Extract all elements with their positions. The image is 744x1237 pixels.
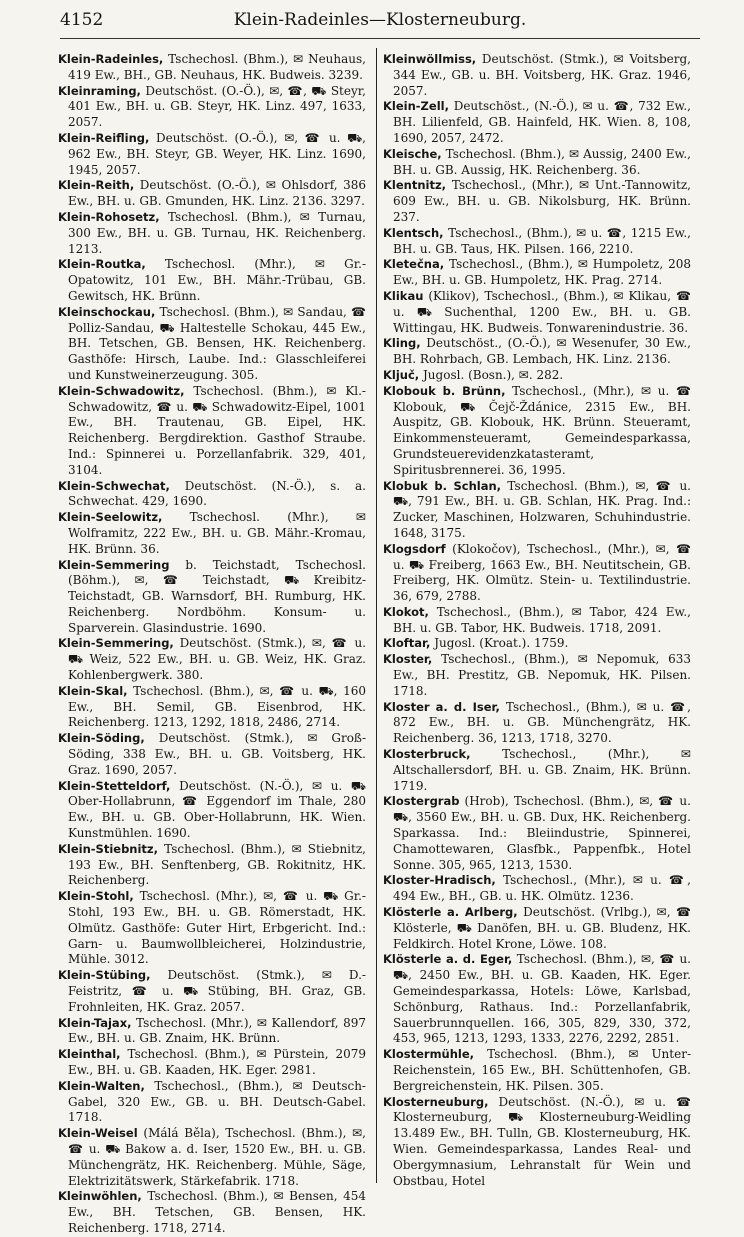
gazetteer-entry [58,636,366,683]
column-divider [376,48,377,1183]
gazetteer-entry [383,52,691,99]
place-name: Klein-Seelowitz, [58,510,163,525]
place-name: Klentsch, [383,225,444,240]
place-name: Klein-Tajax, [58,1015,132,1030]
gazetteer-entry [383,257,691,289]
place-name: Klostergrab [383,794,460,809]
gazetteer-entry [58,510,366,557]
gazetteer-entry [58,779,366,842]
entry-text: Tschechosl., (Bhm.), ✉ u. ☎, 872 Ew., BH. u. GB. Münchengrätz, HK. Reichenberg. 36, 1213, 1718, 3270. [393,699,691,746]
entry-text: Deutschöst. (O.-Ö.), ✉, ☎, ⛟ Steyr, 401 Ew., BH. u. GB. Steyr, HK. Linz. 497, 1633, 2057. [68,83,366,130]
entry-text: Deutschöst. (Stmk.), ✉ D.-Feistritz, ☎ u. ⛟ Stübing, BH. Graz, GB. Frohnleiten, HK. Graz. 2057. [68,968,366,1014]
place-name: Klein-Walten, [58,1078,145,1093]
entry-text: Deutschöst. (N.-Ö.), ✉ u. ⛟ Ober-Hollabrunn, ☎ Eggendorf im Thale, 280 Ew., BH. u. GB. Ober-Hollabrunn, HK. Wien. Kunstmühlen. 1690. [68,778,366,841]
gazetteer-entry [58,1189,366,1236]
gazetteer-entry [58,131,366,178]
place-name: Klikau [383,288,424,303]
entry-text: Tschechosl. (Bhm.), ✉, ☎ u. ⛟, 160 Ew., BH. Semil, GB. Eisenbrod, HK. Reichenberg. 1213, 1292, 1818, 2486, 2714. [68,683,366,730]
gazetteer-entry [383,1047,691,1094]
place-name: Klobouk b. Brünn, [383,383,506,398]
gazetteer-entry [58,968,366,1015]
gazetteer-entry [58,178,366,210]
place-name: Klein-Stohl, [58,889,134,904]
entry-text: Tschechosl. (Bhm.), ✉ Kl.-Schwadowitz, ☎ u. ⛟ Schwadowitz-Eipel, 1001 Ew., BH. Trautenau, GB. Eipel, HK. Reichenberg. Bergdirektion. Gasthof Straube. Ind.: Spinnerei u. Porzellanfabrik. 329, 401, 3104. [68,383,366,477]
place-name: Kleische, [383,146,442,161]
gazetteer-entry [58,1016,366,1048]
place-name: Klein-Reifling, [58,130,150,145]
entry-text: Tschechosl. (Bhm.), ✉ Neuhaus, 419 Ew., BH., GB. Neuhaus, HK. Budweis. 3239. [68,52,366,82]
entry-text: Tschechosl., (Bhm.), ✉ Nepomuk, 633 Ew., BH. Prestitz, GB. Nepomuk, HK. Pilsen. 1718. [393,652,691,698]
entry-text: Tschechosl. (Bhm.), ✉ Bensen, 454 Ew., BH. Tetschen, GB. Bensen, HK. Reichenberg. 1718, 2714. [68,1189,366,1235]
gazetteer-entry [58,1079,366,1126]
place-name: Klein-Routka, [58,257,146,272]
gazetteer-entry [383,542,691,605]
gazetteer-entry [383,605,691,637]
gazetteer-entry [383,368,691,384]
entry-text: Tschechosl., (Mhr.), ✉ u. ☎ Klobouk, ⛟ Čejč-Ždánice, 2315 Ew., BH. Auspitz, GB. Klobouk, HK. Brünn. Steueramt, Einkommensteueramt, Gemeindesparkassa, Grundsteuerevidenzkatasteramt, Spiritusbrennerei. 36, 1995. [393,383,691,477]
entry-text: Tschechosl., (Mhr.), ✉ Unt.-Tannowitz, 609 Ew., BH. u. GB. Nikolsburg, HK. Brünn. 237. [393,178,691,224]
gazetteer-entry [383,652,691,699]
entry-text: Deutschöst. (Vrlbg.), ✉, ☎ Klösterle, ⛟ Danöfen, BH. u. GB. Bludenz, HK. Feldkirch. Hotel Krone, Löwe. 108. [393,905,691,951]
entry-text: Deutschöst. (Stmk.), ✉ Groß-Söding, 338 Ew., BH. u. GB. Voitsberg, HK. Graz. 1690, 2057. [68,731,366,777]
gazetteer-entry [383,905,691,952]
place-name: Kloftar, [383,636,431,651]
entry-text: Deutschöst. (Stmk.), ✉ Voitsberg, 344 Ew., GB. u. BH. Voitsberg, HK. Graz. 1946, 2057. [393,52,691,98]
place-name: Klösterle a. d. Eger, [383,952,513,967]
place-name: Kleinwöllmiss, [383,52,477,66]
place-name: Klein-Radeinles, [58,52,164,66]
gazetteer-entry [383,336,691,368]
place-name: Klein-Stetteldorf, [58,778,171,793]
place-name: Klein-Semmering [58,557,170,572]
place-name: Klein-Stübing, [58,968,151,983]
place-name: Kleinraming, [58,83,141,98]
gazetteer-entry [383,794,691,873]
entry-text: Deutschöst., (O.-Ö.), ✉ Wesenufer, 30 Ew., BH. Rohrbach, GB. Lembach, HK. Linz. 2136. [393,336,691,367]
entry-text: Jugosl. (Kroat.). 1759. [434,636,569,651]
place-name: Kling, [383,336,421,351]
entry-text: Tschechosl. (Mhr.), ✉ Wolframitz, 222 Ew., BH. u. GB. Mähr.-Kromau, HK. Brünn. 36. [68,510,366,556]
gazetteer-entry [58,1047,366,1079]
place-name: Kleinschockau, [58,304,156,319]
entry-text: Tschechosl., (Bhm.), ✉ Deutsch-Gabel, 320 Ew., GB. u. BH. Deutsch-Gabel. 1718. [68,1078,366,1125]
place-name: Kletečna, [383,257,445,272]
gazetteer-entry [383,873,691,905]
place-name: Klein-Zell, [383,99,449,114]
place-name: Klogsdorf [383,541,446,556]
entry-text: Deutschöst. (N.-Ö.), s. a. Schwechat. 429, 1690. [68,478,366,509]
entry-text: Tschechosl. (Bhm.), ✉ Sandau, ☎ Polliz-Sandau, ⛟ Haltestelle Schokau, 445 Ew., BH. Tetschen, GB. Bensen, HK. Reichenberg. Gasthöfe: Hirsch, Laube. Ind.: Glasschleiferei und Kunstweinerzeugung. 305. [68,304,366,382]
gazetteer-entry [383,700,691,747]
gazetteer-entry [58,257,366,304]
gazetteer-entry [58,305,366,384]
entry-text: Deutschöst. (O.-Ö.), ✉, ☎ u. ⛟, 962 Ew., BH. Steyr, GB. Weyer, HK. Linz. 1690, 1945, 2057. [68,130,366,177]
place-name: Klein-Söding, [58,731,145,746]
gazetteer-entry [383,147,691,179]
place-name: Klein-Semmering, [58,636,174,651]
place-name: Kleinthal, [58,1047,121,1062]
place-name: Klein-Weisel [58,1126,138,1141]
entry-text: b. Teichstadt, Tschechosl. (Böhm.), ✉, ☎ Teichstadt, ⛟ Kreibitz-Teichstadt, GB. Warnsdorf, BH. Rumburg, HK. Reichenberg. Nordböhm. Konsum- u. Sparverein. Glasindustrie. 1690. [68,557,366,635]
gazetteer-entry [58,684,366,731]
entry-text: Deutschöst. (N.-Ö.), ✉ u. ☎ Klosterneuburg, ⛟ Klosterneuburg-Weidling 13.489 Ew., BH. Tulln, GB. Klosterneuburg, HK. Wien. Gemeindesparkassa, Landes Real- und Obergymnasium, Lehranstalt für Wein und Obstbau, Hotel [393,1094,691,1188]
entry-text: Tschechosl. (Mhr.), ✉ Kallendorf, 897 Ew., BH. u. GB. Znaim, HK. Brünn. [68,1015,366,1046]
place-name: Kloster-Hradisch, [383,873,496,888]
place-name: Klosterbruck, [383,747,471,762]
gazetteer-entry [383,636,691,652]
place-name: Klostermühle, [383,1047,475,1062]
place-name: Klosterneuburg, [383,1094,489,1109]
entry-text: Deutschöst. (O.-Ö.), ✉ Ohlsdorf, 386 Ew., BH. u. GB. Gmunden, HK. Linz. 2136. 3297. [68,178,366,209]
gazetteer-entry [58,842,366,889]
place-name: Klokot, [383,604,429,619]
entry-text: Tschechosl. (Bhm.), ✉ Stiebnitz, 193 Ew., BH. Senftenberg, GB. Rokitnitz, HK. Reichenberg. [68,841,366,888]
place-name: Klobuk b. Schlan, [383,478,502,493]
entry-text: Tschechosl., (Bhm.), ✉ Humpoletz, 208 Ew., BH. u. GB. Humpoletz, HK. Prag. 2714. [393,257,691,288]
entry-text: Tschechosl., (Mhr.), ✉ u. ☎, 494 Ew., BH., GB. u. HK. Olmütz. 1236. [393,873,691,904]
running-head: Klein-Radeinles—Klosterneuburg. [233,10,527,30]
gazetteer-entry [58,384,366,479]
place-name: Klein-Stiebnitz, [58,841,158,856]
entry-text: Tschechosl., (Bhm.), ✉ Tabor, 424 Ew., BH. u. GB. Tabor, HK. Budweis. 1718, 2091. [393,604,691,635]
gazetteer-entry [58,889,366,968]
place-name: Ključ, [383,367,420,382]
gazetteer-entry [58,731,366,778]
gazetteer-entry [58,210,366,257]
gazetteer-entry [383,1095,691,1190]
gazetteer-entry [58,558,366,637]
page-header [60,8,700,39]
entry-text: Tschechosl. (Mhr.), ✉, ☎ u. ⛟ Gr.-Stohl, 193 Ew., BH. u. GB. Römerstadt, HK. Olmütz. Gasthöfe: Guter Hirt, Erbgericht. Ind.: Garn- u. Baumwollbleicherei, Holzindustrie, Mühle. 3012. [68,889,366,967]
place-name: Kloster a. d. Iser, [383,699,500,714]
place-name: Klösterle a. Arlberg, [383,905,518,920]
gazetteer-entry [383,479,691,542]
right-column [383,52,691,1189]
place-name: Klein-Skal, [58,683,128,698]
gazetteer-entry [383,747,691,794]
entry-text: Tschechosl. (Bhm.), ✉ Aussig, 2400 Ew., BH. u. GB. Aussig, HK. Reichenberg. 36. [393,146,691,177]
gazetteer-entry [58,84,366,131]
gazetteer-entry [58,1126,366,1189]
entry-text: Tschechosl. (Bhm.), ✉ Pürstein, 2079 Ew., BH. u. GB. Kaaden, HK. Eger. 2981. [68,1047,366,1077]
entry-text: Deutschöst., (N.-Ö.), ✉ u. ☎, 732 Ew., BH. Lilienfeld, GB. Hainfeld, HK. Wien. 8, 108, 1690, 2057, 2472. [393,99,691,145]
entry-text: Tschechosl. (Bhm.), ✉ Turnau, 300 Ew., BH. u. GB. Turnau, HK. Reichenberg. 1213. [68,209,366,256]
entry-text: (Klikov), Tschechosl., (Bhm.), ✉ Klikau, ☎ u. ⛟ Suchenthal, 1200 Ew., BH. u. GB. Wittingau, HK. Budweis. Tonwarenindustrie. 36. [393,288,691,335]
place-name: Klein-Schwadowitz, [58,383,185,398]
gazetteer-entry [58,52,366,84]
entry-text: (Hrob), Tschechosl. (Bhm.), ✉, ☎ u. ⛟, 3560 Ew., BH. u. GB. Dux, HK. Reichenberg. Sparkassa. Ind.: Bleiindustrie, Spinnerei, Chamottewaren, Glasfbk., Pappenfbk., Hotel Sonne. 305, 965, 1213, 1530. [393,794,691,872]
place-name: Kleinwöhlen, [58,1189,142,1204]
place-name: Kloster, [383,652,433,667]
entry-text: Tschechosl. (Bhm.), ✉, ☎ u. ⛟, 2450 Ew., BH. u. GB. Kaaden, HK. Eger. Gemeindesparkassa, Hotels: Löwe, Karlsbad, Schönburg, Rathaus. Ind.: Porzellanfabrik, Sauerbrunnquellen. 166, 305, 829, 330, 372, 453, 965, 1213, 1293, 1333, 2276, 2292, 2851. [393,952,691,1046]
entry-text: Jugosl. (Bosn.), ✉. 282. [423,367,564,382]
entry-text: Tschechosl., (Mhr.), ✉ Altschallersdorf, BH. u. GB. Znaim, HK. Brünn. 1719. [393,747,691,793]
entry-text: Tschechosl. (Bhm.), ✉, ☎ u. ⛟, 791 Ew., BH. u. GB. Schlan, HK. Prag. Ind.: Zucker, Maschinen, Holzwaren, Schuhindustrie. 1648, 3175. [393,478,691,540]
left-column [58,52,366,1237]
gazetteer-entry [383,384,691,479]
gazetteer-entry [383,952,691,1047]
entry-text: Tschechosl., (Bhm.), ✉ u. ☎, 1215 Ew., BH. u. GB. Taus, HK. Pilsen. 166, 2210. [393,225,691,256]
gazetteer-entry [383,99,691,146]
entry-text: Tschechosl. (Bhm.), ✉ Unter-Reichenstein, 165 Ew., BH. Schüttenhofen, GB. Bergreichenstein, HK. Pilsen. 305. [393,1047,691,1093]
gazetteer-entry [58,479,366,511]
entry-text: (Klokočov), Tschechosl., (Mhr.), ✉, ☎ u. ⛟ Freiberg, 1663 Ew., BH. Neutitschein, GB. Freiberg, HK. Olmütz. Stein- u. Textilindustrie. 36, 679, 2788. [393,541,691,604]
entry-text: (Málá Běla), Tschechosl. (Bhm.), ✉, ☎ u. ⛟ Bakow a. d. Iser, 1520 Ew., BH. u. GB. Münchengrätz, HK. Reichenberg. Mühle, Säge, Elektrizitätswerk, Stärkefabrik. 1718. [68,1126,366,1188]
entry-text: Tschechosl. (Mhr.), ✉ Gr.-Opatowitz, 101 Ew., BH. Mähr.-Trübau, GB. Gewitsch, HK. Brünn. [68,257,366,303]
gazetteer-entry [383,178,691,225]
gazetteer-entry [383,289,691,336]
place-name: Klein-Rohosetz, [58,209,160,224]
page-number: 4152 [60,10,104,30]
gazetteer-entry [383,226,691,258]
entry-text: Deutschöst. (Stmk.), ✉, ☎ u. ⛟ Weiz, 522 Ew., BH. u. GB. Weiz, HK. Graz. Kohlenbergwerk. 380. [68,636,366,683]
place-name: Klein-Reith, [58,178,135,193]
place-name: Klentnitz, [383,178,447,193]
place-name: Klein-Schwechat, [58,478,170,493]
